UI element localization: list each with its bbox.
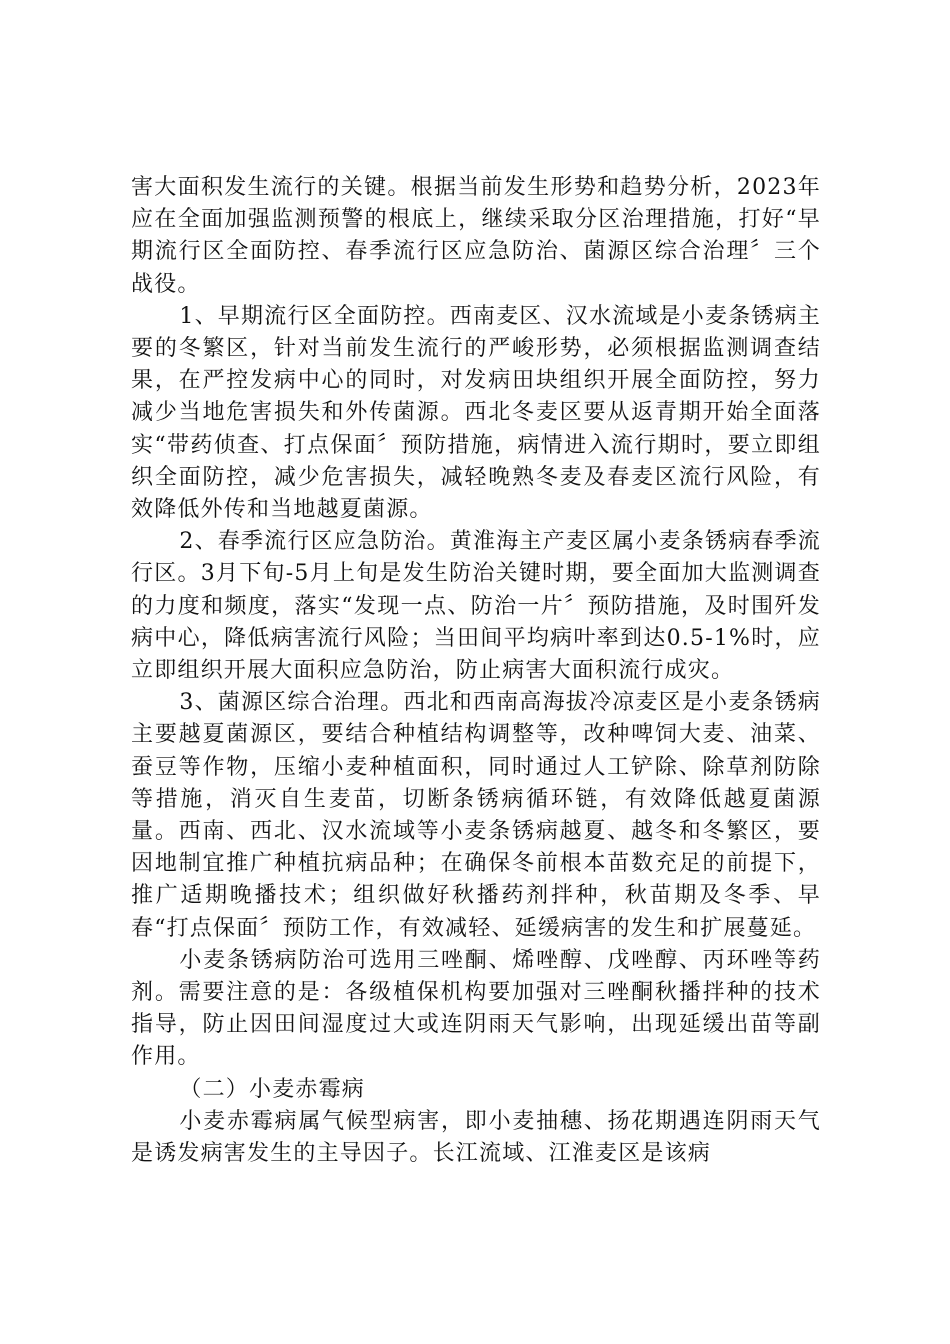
document-body	[131, 172, 821, 1170]
paragraph-intro-continuation: 害大面积发生流行的关键。根据当前发生形势和趋势分析，2023年应在全面加强监测预警的根底上，继续采取分区治理措施，打好“早期流行区全面防控、春季流行区应急防治、菌源区综合治理〞三个战役。	[131, 175, 821, 297]
paragraph-wheat-scab-intro: 小麦赤霉病属气候型病害，即小麦抽穗、扬花期遇连阴雨天气是诱发病害发生的主导因子。长江流域、江淮麦区是该病	[131, 1108, 821, 1167]
paragraph-item-3-inoculum-source-area: 3、菌源区综合治理。西北和西南高海拔冷凉麦区是小麦条锈病主要越夏菌源区，要结合种植结构调整等，改种啤饲大麦、油菜、蚕豆等作物，压缩小麦种植面积，同时通过人工铲除、除草剂防除等措施，消灭自生麦苗，切断条锈病循环链，有效降低越夏菌源量。西南、西北、汉水流域等小麦条锈病越夏、越冬和冬繁区，要因地制宜推广种植抗病品种；在确保冬前根本苗数充足的前提下，推广适期晚播技术；组织做好秋播药剂拌种，秋苗期及冬季、早春“打点保面〞预防工作，有效减轻、延缓病害的发生和扩展蔓延。	[131, 690, 821, 941]
paragraph-pesticide-recommendation: 小麦条锈病防治可选用三唑酮、烯唑醇、戊唑醇、丙环唑等药剂。需要注意的是：各级植保机构要加强对三唑酮秋播拌种的技术指导，防止因田间湿度过大或连阴雨天气影响，出现延缓出苗等副作用。	[131, 947, 821, 1070]
paragraph-item-2-spring-epidemic-area: 2、春季流行区应急防治。黄淮海主产麦区属小麦条锈病春季流行区。3月下旬-5月上旬是发生防治关键时期，要全面加大监测调查的力度和频度，落实“发现一点、防治一片〞预防措施，及时围歼发病中心，降低病害流行风险；当田间平均病叶率到达0.5-1%时，应立即组织开展大面积应急防治，防止病害大面积流行成灾。	[131, 529, 821, 684]
section-heading-wheat-scab: （二）小麦赤霉病	[179, 1076, 365, 1102]
paragraph-item-1-early-epidemic-area: 1、早期流行区全面防控。西南麦区、汉水流域是小麦条锈病主要的冬繁区，针对当前发生流行的严峻形势，必须根据监测调查结果，在严控发病中心的同时，对发病田块组织开展全面防控，努力减少当地危害损失和外传菌源。西北冬麦区要从返青期开始全面落实“带药侦查、打点保面〞预防措施，病情进入流行期时，要立即组织全面防控，减少危害损失，减轻晚熟冬麦及春麦区流行风险，有效降低外传和当地越夏菌源。	[131, 303, 821, 523]
